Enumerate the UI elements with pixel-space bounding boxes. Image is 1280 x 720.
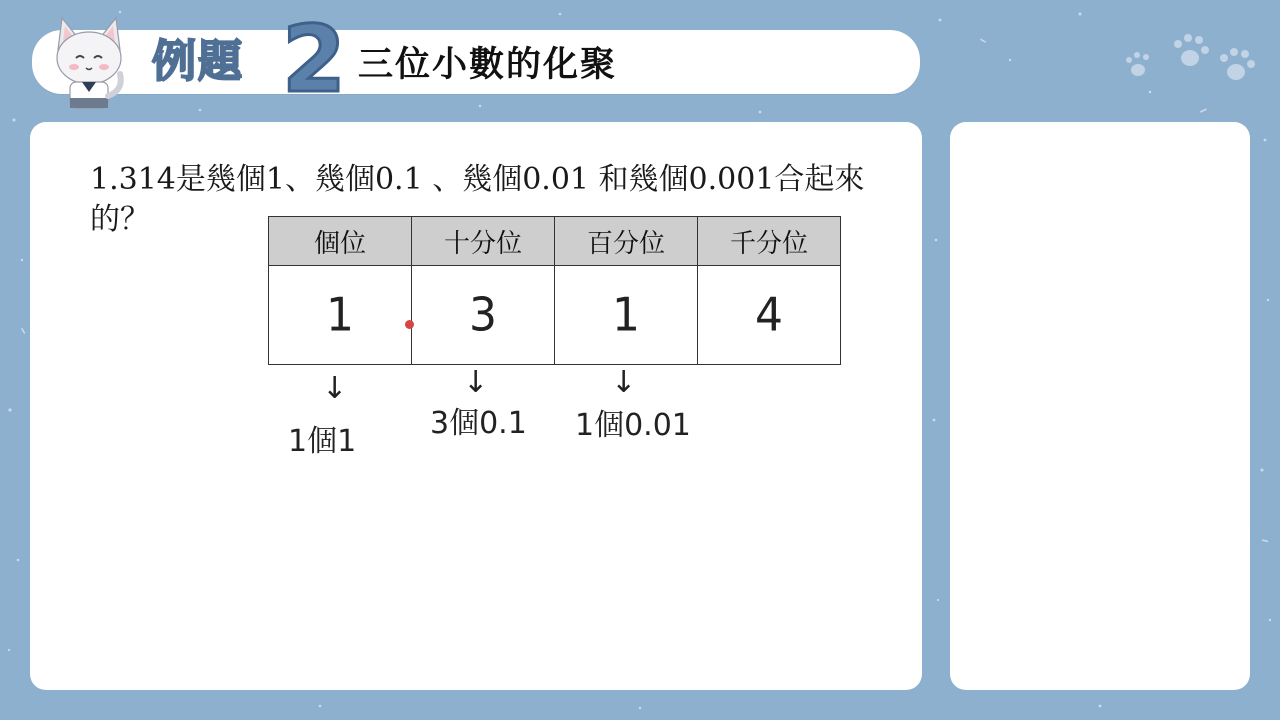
place-value-table <box>268 216 841 365</box>
down-arrow-icon: ↓ <box>322 371 348 406</box>
side-panel <box>950 122 1250 690</box>
digit-thousandths: 4 <box>698 266 841 365</box>
header-tenths: 十分位 <box>412 217 555 266</box>
cat-mascot-icon <box>48 16 130 112</box>
paw-print-icon <box>1126 34 1255 80</box>
digit-hundredths: 1 <box>555 266 698 365</box>
digit-ones: 1 <box>269 266 412 365</box>
down-arrow-icon: ↓ <box>611 365 637 400</box>
down-arrow-icon: ↓ <box>463 365 489 400</box>
annotation-tenths: 3個0.1 <box>430 406 527 441</box>
header-thousandths: 千分位 <box>698 217 841 266</box>
annotation-hundredths: 1個0.01 <box>575 408 691 443</box>
decimal-point <box>405 320 414 329</box>
annotation-ones: 1個1 <box>288 424 357 459</box>
header-hundredths: 百分位 <box>555 217 698 266</box>
header-ones: 個位 <box>269 217 412 266</box>
digit-tenths: 3 <box>412 266 555 365</box>
example-number: 2 <box>282 6 347 113</box>
example-label: 例題 <box>152 36 244 87</box>
page-title: 三位小數的化聚 <box>358 45 618 85</box>
question-text: 1.314是幾個1、幾個0.1 、幾個0.01 和幾個0.001合起來的？ <box>90 162 865 237</box>
